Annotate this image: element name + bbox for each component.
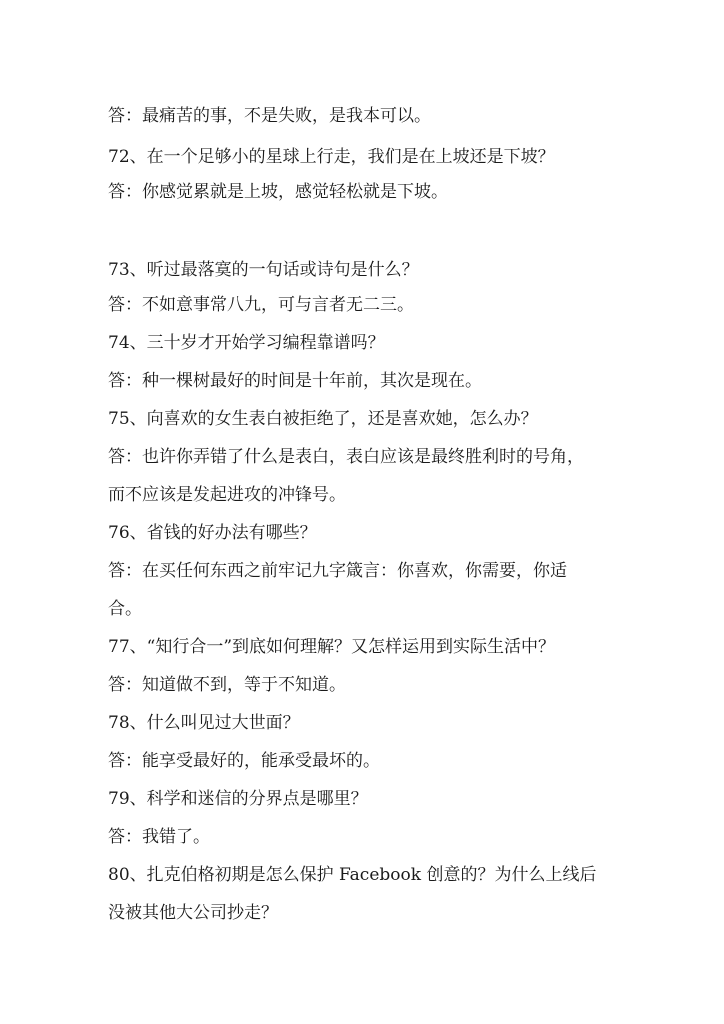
answer-75-line-1: 答：也许你弄错了什么是表白，表白应该是最终胜利时的号角， xyxy=(108,447,584,467)
question-75: 75、向喜欢的女生表白被拒绝了，还是喜欢她，怎么办？ xyxy=(108,409,538,429)
question-79: 79、科学和迷信的分界点是哪里？ xyxy=(108,789,368,809)
question-73: 73、听过最落寞的一句话或诗句是什么？ xyxy=(108,260,419,280)
question-74: 74、三十岁才开始学习编程靠谱吗？ xyxy=(108,333,385,353)
answer-77: 答：知道做不到，等于不知道。 xyxy=(108,675,346,695)
answer-76-line-1: 答：在买任何东西之前牢记九字箴言：你喜欢，你需要，你适 xyxy=(108,561,567,581)
question-77: 77、“知行合一”到底如何理解？又怎样运用到实际生活中？ xyxy=(108,637,556,657)
question-78: 78、什么叫见过大世面？ xyxy=(108,713,300,733)
answer-78: 答：能享受最好的，能承受最坏的。 xyxy=(108,751,380,771)
answer-73: 答：不如意事常八九，可与言者无二三。 xyxy=(108,295,414,315)
answer-71: 答：最痛苦的事，不是失败，是我本可以。 xyxy=(108,106,431,126)
answer-72: 答：你感觉累就是上坡，感觉轻松就是下坡。 xyxy=(108,182,448,202)
answer-76-line-2: 合。 xyxy=(108,599,142,619)
question-76: 76、省钱的好办法有哪些？ xyxy=(108,523,317,543)
question-80-line-2: 没被其他大公司抄走？ xyxy=(108,903,278,923)
question-80-line-1: 80、扎克伯格初期是怎么保护 Facebook 创意的？为什么上线后 xyxy=(108,865,597,885)
question-72: 72、在一个足够小的星球上行走，我们是在上坡还是下坡？ xyxy=(108,147,555,167)
answer-75-line-2: 而不应该是发起进攻的冲锋号。 xyxy=(108,485,346,505)
answer-74: 答：种一棵树最好的时间是十年前，其次是现在。 xyxy=(108,371,482,391)
answer-79: 答：我错了。 xyxy=(108,827,210,847)
